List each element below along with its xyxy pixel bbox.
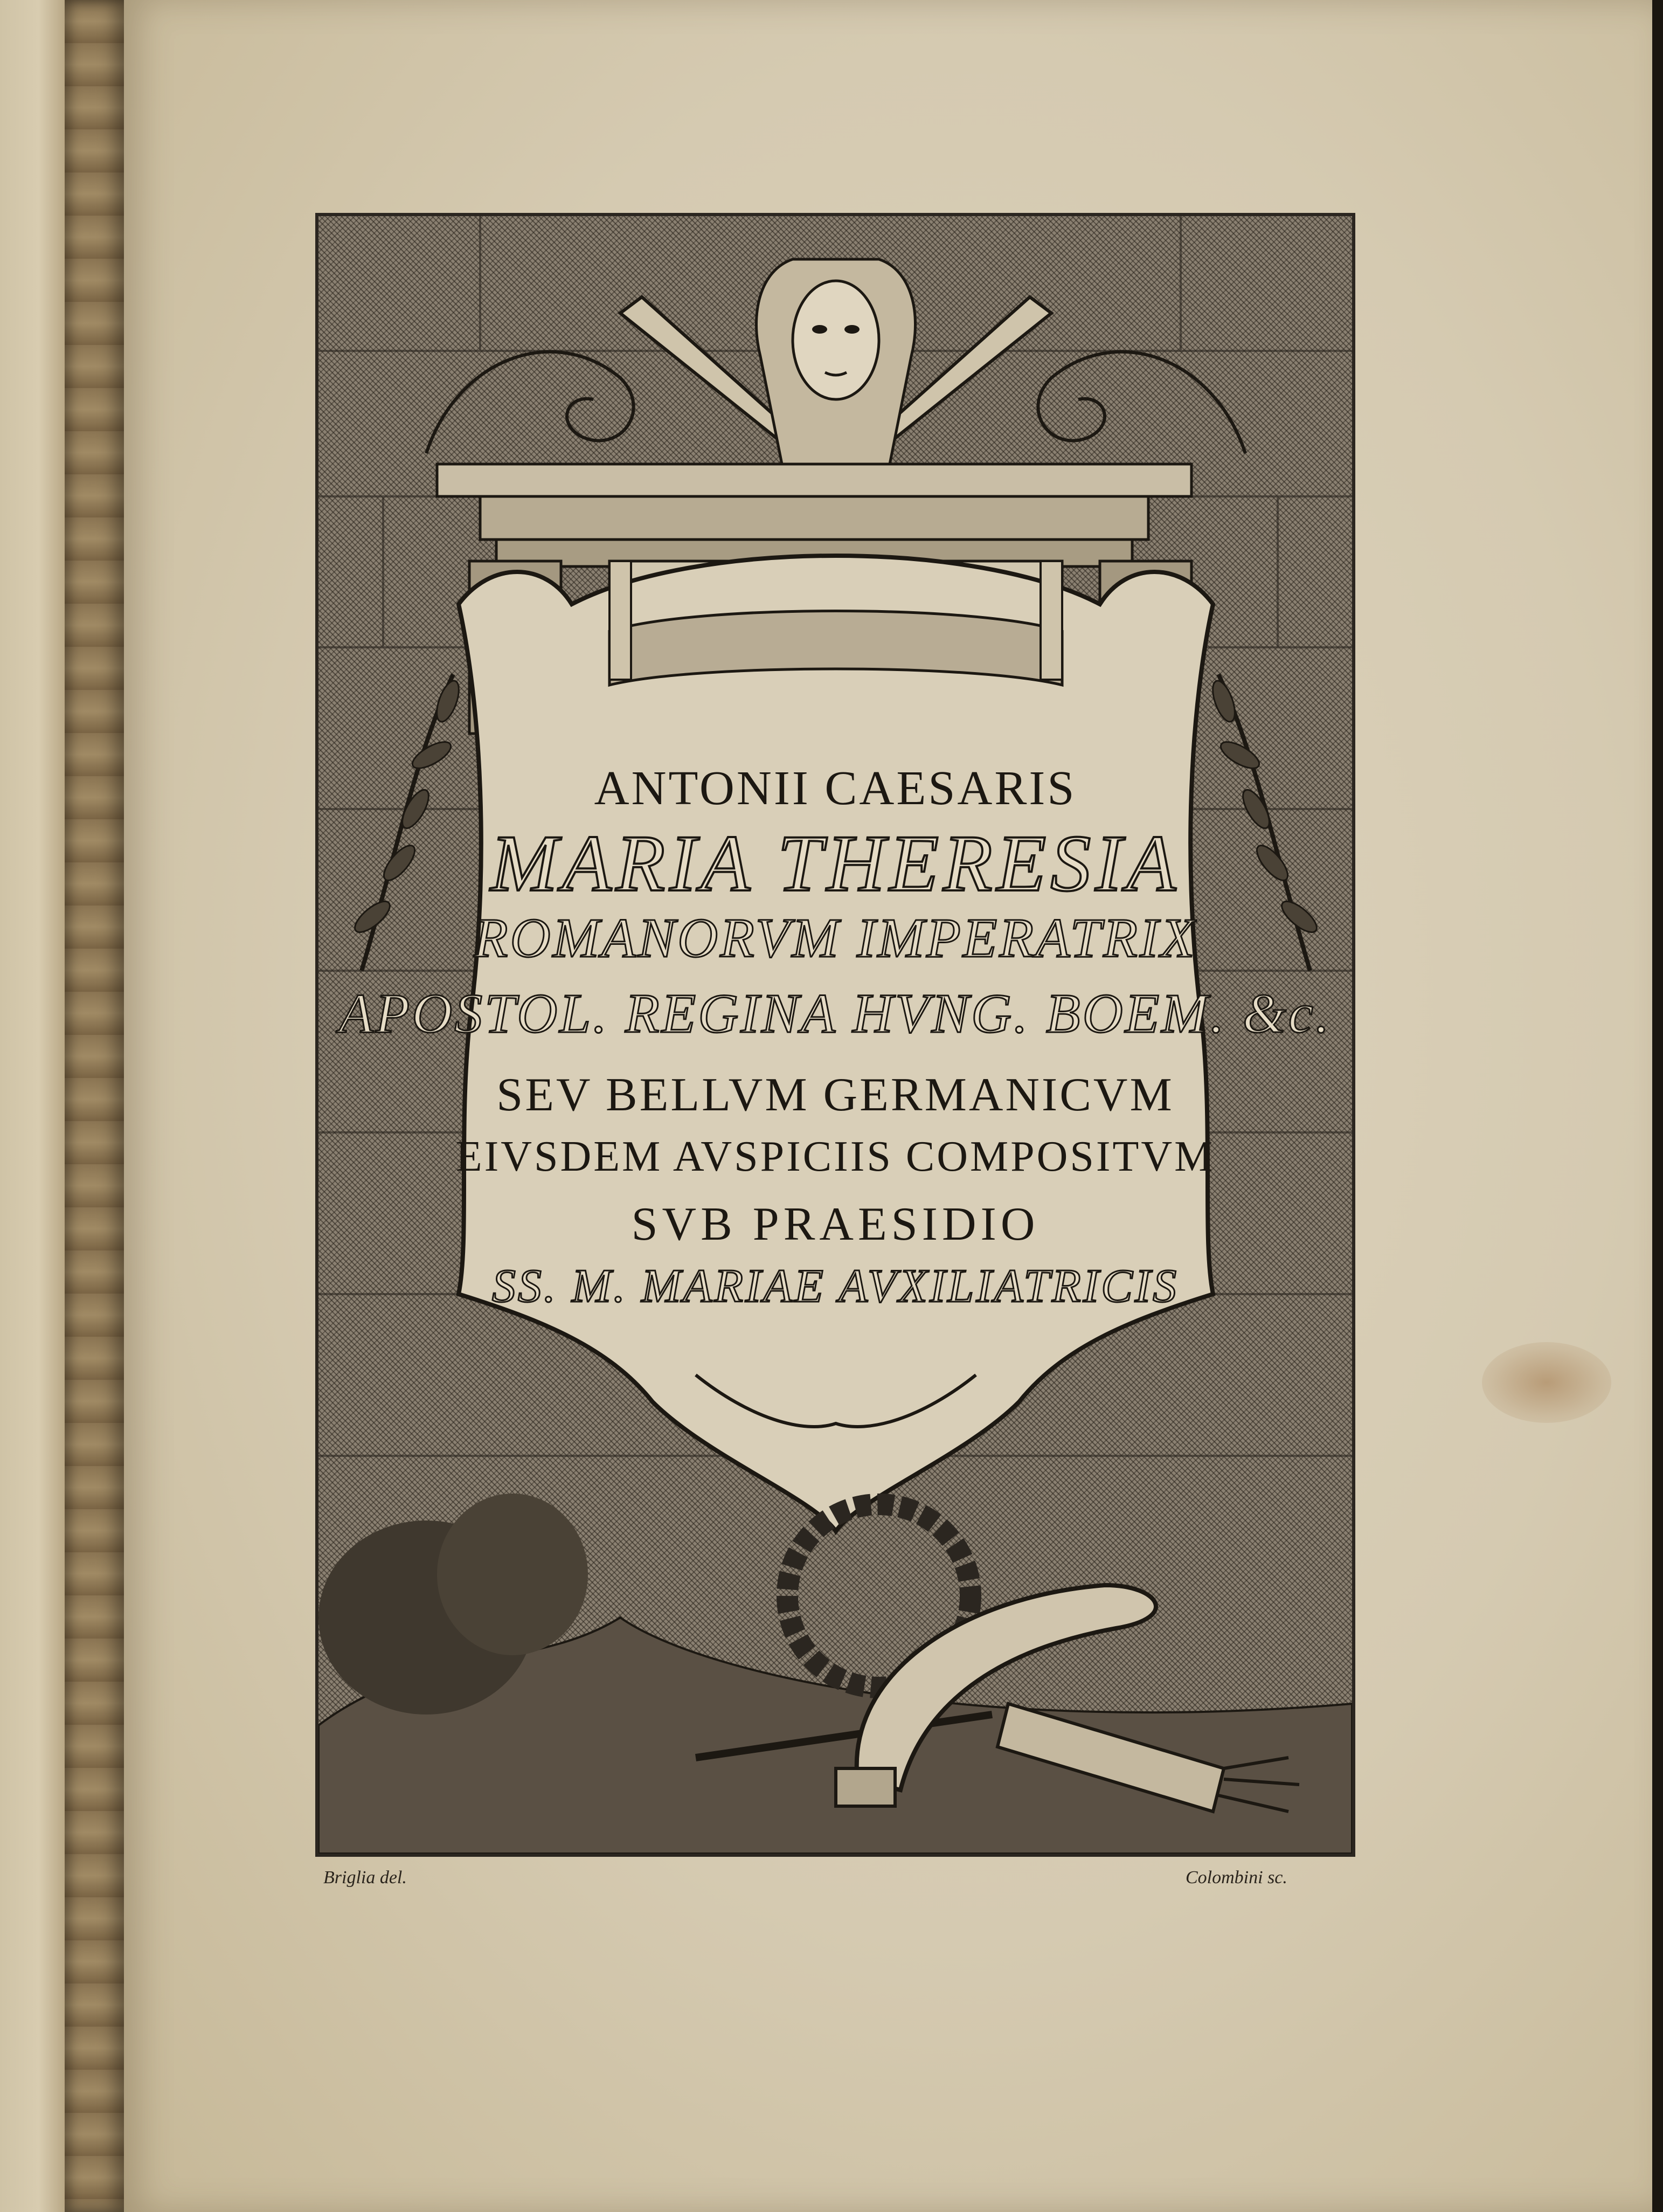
title-line-1: ANTONII CAESARIS: [594, 762, 1077, 815]
engraved-plate: [315, 213, 1355, 1857]
paper-stain: [1482, 1342, 1611, 1423]
designer-credit: Briglia del.: [323, 1868, 407, 1888]
title-line-2: MARIA THERESIA: [490, 819, 1180, 908]
title-line-5: SEV BELLVM GERMANICVM: [496, 1069, 1174, 1121]
engraver-credit: Colombini sc.: [1186, 1868, 1287, 1888]
title-line-4: APOSTOL. REGINA HVNG. BOEM. &c.: [339, 983, 1332, 1045]
book-spine: [65, 0, 124, 2212]
title-line-6: EIVSDEM AVSPICIIS COMPOSITVM: [455, 1133, 1215, 1180]
title-line-7: SVB PRAESIDIO: [631, 1198, 1040, 1250]
page-edge-shadow: [1652, 0, 1663, 2212]
left-page-edge: [0, 0, 65, 2212]
title-line-8: SS. M. MARIAE AVXILIATRICIS: [491, 1260, 1179, 1312]
theatrical-mask-icon: [757, 259, 916, 464]
title-line-3: ROMANORVM IMPERATRIX: [473, 907, 1197, 969]
